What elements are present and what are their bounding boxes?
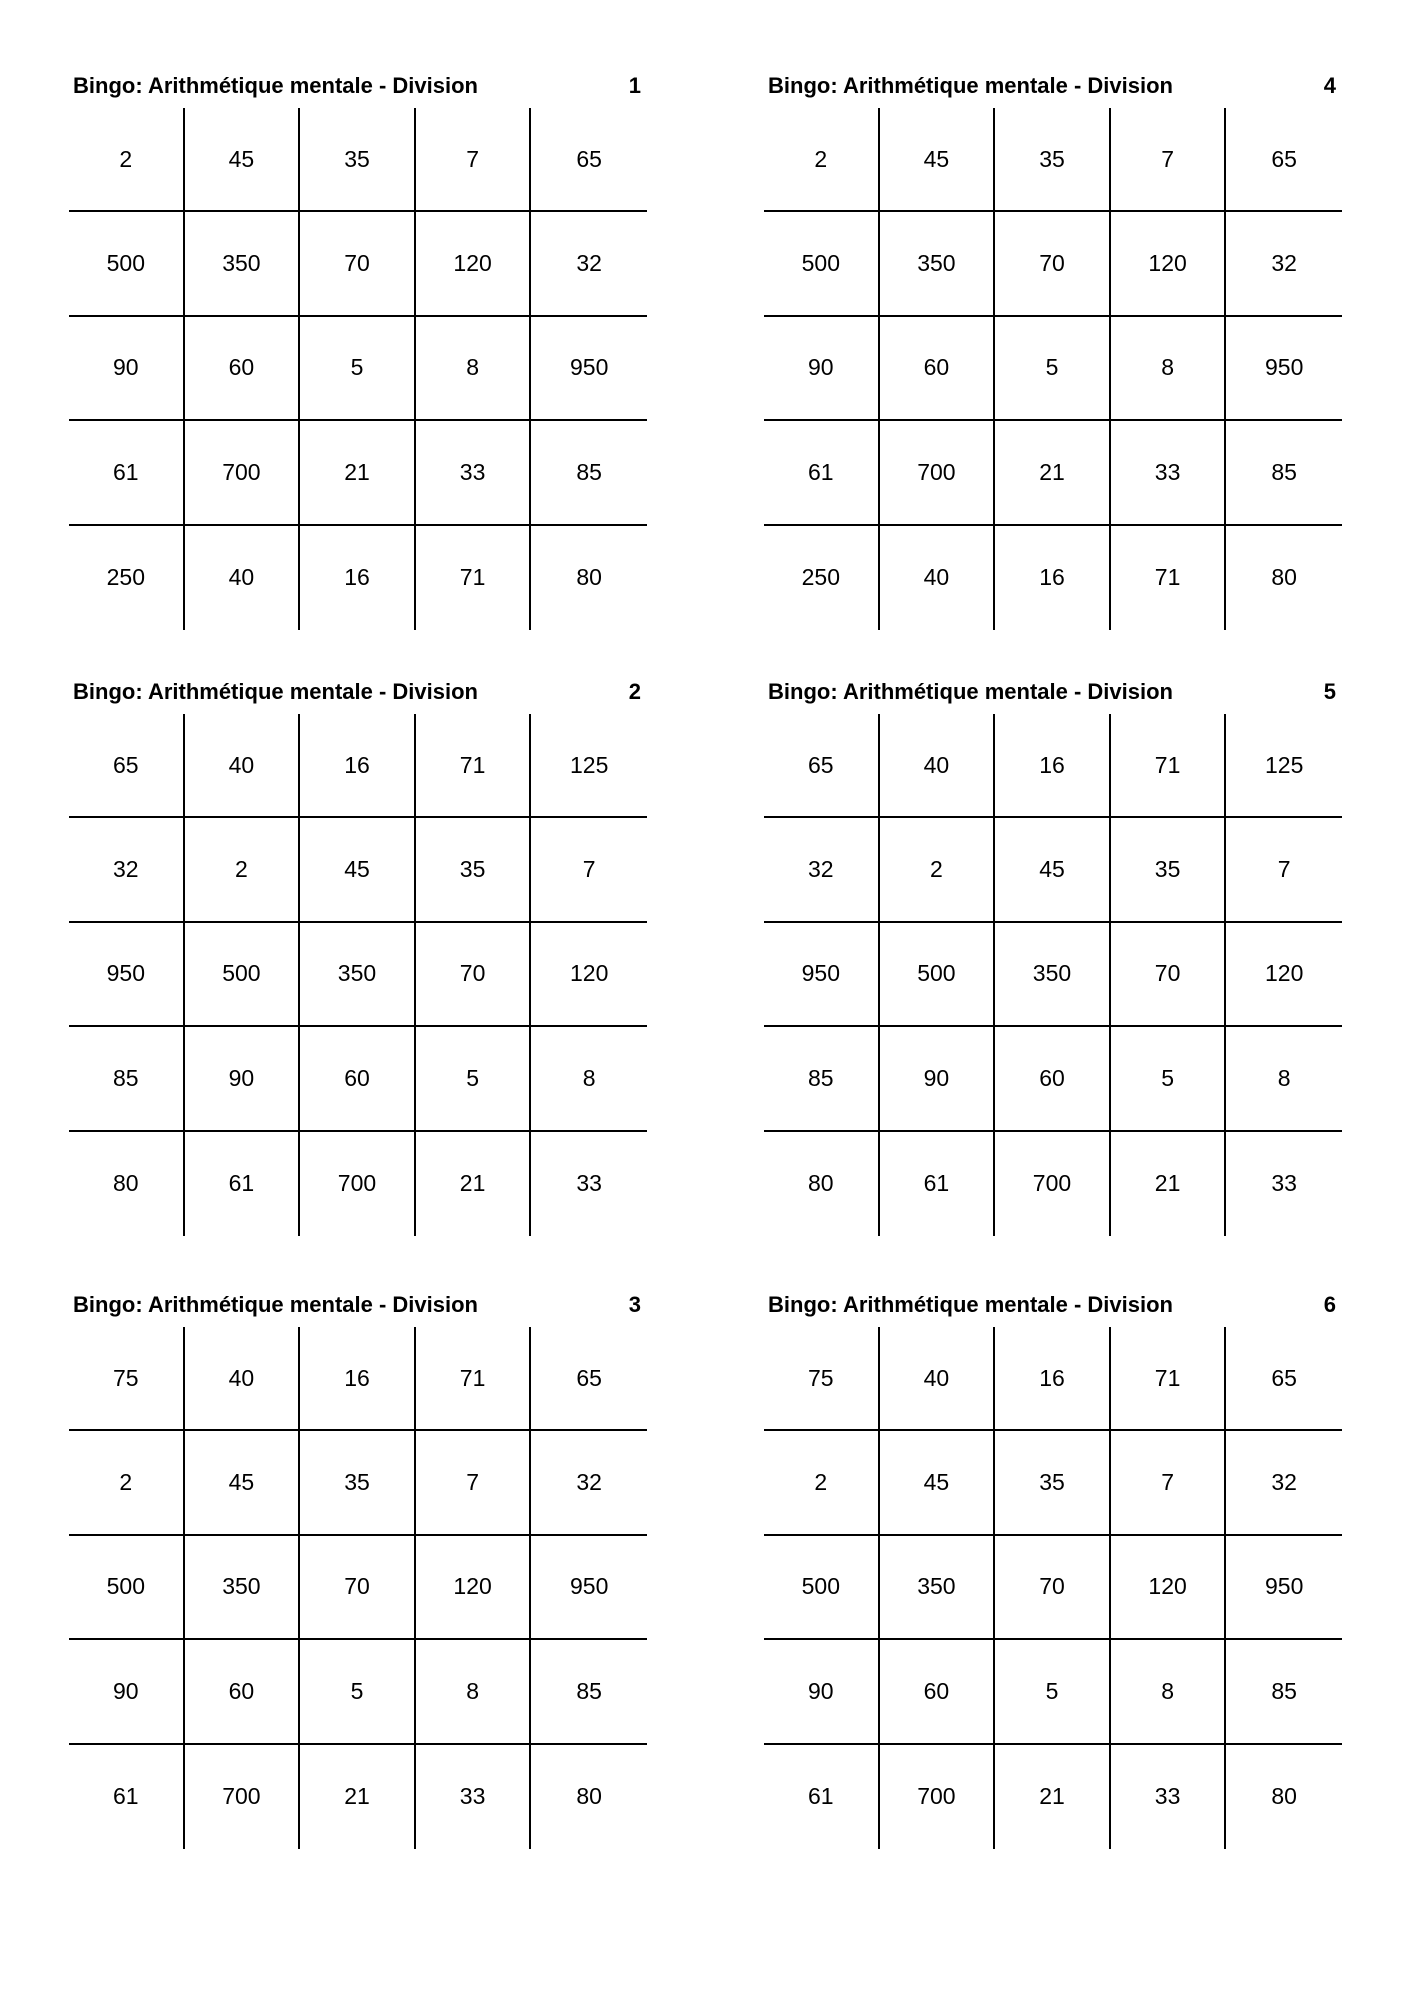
bingo-cell: 500 (185, 923, 301, 1027)
bingo-cell: 65 (531, 1327, 647, 1431)
bingo-cell: 35 (416, 818, 532, 922)
bingo-cell: 8 (1226, 1027, 1342, 1131)
bingo-cell: 60 (185, 1640, 301, 1744)
bingo-cell: 32 (531, 212, 647, 316)
bingo-cell: 71 (416, 526, 532, 630)
bingo-cell: 71 (1111, 1327, 1227, 1431)
bingo-cell: 2 (69, 108, 185, 212)
card-number: 3 (628, 1292, 641, 1317)
bingo-cell: 8 (416, 1640, 532, 1744)
bingo-cell: 90 (764, 317, 880, 421)
card-header (73, 70, 641, 102)
bingo-cell: 250 (764, 526, 880, 630)
bingo-cell: 7 (1111, 1431, 1227, 1535)
bingo-cell: 90 (185, 1027, 301, 1131)
bingo-cell: 61 (185, 1132, 301, 1236)
bingo-cell: 71 (416, 714, 532, 818)
bingo-cell: 700 (880, 1745, 996, 1849)
bingo-cell: 7 (416, 108, 532, 212)
bingo-cell: 500 (764, 212, 880, 316)
bingo-cell: 71 (1111, 714, 1227, 818)
bingo-cell: 40 (185, 714, 301, 818)
bingo-cell: 7 (416, 1431, 532, 1535)
bingo-cell: 125 (531, 714, 647, 818)
bingo-cell: 75 (764, 1327, 880, 1431)
bingo-cell: 35 (1111, 818, 1227, 922)
bingo-cell: 950 (69, 923, 185, 1027)
bingo-cell: 8 (1111, 317, 1227, 421)
bingo-cell: 33 (416, 1745, 532, 1849)
bingo-cell: 16 (300, 526, 416, 630)
bingo-cell: 33 (1111, 1745, 1227, 1849)
bingo-cell: 45 (880, 108, 996, 212)
bingo-cell: 500 (880, 923, 996, 1027)
bingo-cell: 85 (764, 1027, 880, 1131)
bingo-cell: 21 (995, 421, 1111, 525)
bingo-cell: 350 (185, 1536, 301, 1640)
bingo-cell: 5 (1111, 1027, 1227, 1131)
bingo-cell: 65 (764, 714, 880, 818)
bingo-cell: 950 (1226, 317, 1342, 421)
bingo-cell: 700 (880, 421, 996, 525)
bingo-cell: 35 (300, 108, 416, 212)
bingo-cell: 70 (995, 1536, 1111, 1640)
card-header (768, 70, 1336, 102)
card-title: Bingo: Arithmétique mentale - Division (73, 73, 478, 98)
bingo-cell: 21 (300, 421, 416, 525)
bingo-cell: 2 (880, 818, 996, 922)
bingo-cell: 61 (69, 421, 185, 525)
bingo-cell: 700 (185, 421, 301, 525)
bingo-cell: 7 (1111, 108, 1227, 212)
bingo-cell: 8 (531, 1027, 647, 1131)
bingo-card-1 (69, 70, 647, 632)
bingo-cell: 21 (416, 1132, 532, 1236)
bingo-cell: 950 (764, 923, 880, 1027)
bingo-cell: 120 (531, 923, 647, 1027)
bingo-cell: 500 (69, 1536, 185, 1640)
bingo-cell: 2 (764, 1431, 880, 1535)
bingo-cell: 21 (1111, 1132, 1227, 1236)
card-header (73, 1289, 641, 1321)
bingo-cell: 40 (185, 526, 301, 630)
bingo-cell: 90 (69, 1640, 185, 1744)
bingo-cell: 5 (995, 317, 1111, 421)
bingo-cell: 16 (995, 714, 1111, 818)
bingo-cell: 61 (764, 421, 880, 525)
bingo-cell: 120 (416, 212, 532, 316)
bingo-cell: 350 (300, 923, 416, 1027)
bingo-cell: 40 (185, 1327, 301, 1431)
bingo-cell: 33 (1271, 1170, 1297, 1197)
bingo-cell: 16 (300, 1327, 416, 1431)
bingo-grid (69, 714, 647, 1236)
bingo-cell: 33 (576, 1170, 602, 1197)
bingo-cell: 120 (1226, 923, 1342, 1027)
bingo-cell: 45 (880, 1431, 996, 1535)
bingo-cell: 950 (531, 1536, 647, 1640)
bingo-card-4 (764, 70, 1342, 632)
card-number: 1 (628, 73, 641, 98)
bingo-cell: 40 (880, 526, 996, 630)
bingo-cell: 60 (995, 1027, 1111, 1131)
card-title: Bingo: Arithmétique mentale - Division (73, 679, 478, 704)
bingo-cell: 85 (1226, 1640, 1342, 1744)
bingo-cell: 90 (764, 1640, 880, 1744)
bingo-cell: 85 (1226, 421, 1342, 525)
bingo-cell: 21 (300, 1745, 416, 1849)
bingo-cell: 5 (300, 1640, 416, 1744)
bingo-cell: 70 (1111, 923, 1227, 1027)
card-number: 2 (628, 679, 641, 704)
bingo-cell: 40 (880, 714, 996, 818)
card-header (768, 1289, 1336, 1321)
bingo-cell: 70 (416, 923, 532, 1027)
bingo-card-5 (764, 676, 1342, 1238)
bingo-cell: 70 (300, 212, 416, 316)
bingo-cell: 16 (995, 1327, 1111, 1431)
bingo-cell: 80 (576, 1783, 602, 1810)
bingo-cell: 80 (576, 564, 602, 591)
bingo-cell: 700 (300, 1132, 416, 1236)
bingo-cell: 35 (995, 1431, 1111, 1535)
bingo-cell: 65 (1226, 1327, 1342, 1431)
bingo-cell: 45 (995, 818, 1111, 922)
card-header (73, 676, 641, 708)
bingo-cell: 21 (995, 1745, 1111, 1849)
bingo-cell: 120 (1111, 212, 1227, 316)
bingo-cell: 8 (416, 317, 532, 421)
bingo-grid (69, 1327, 647, 1849)
bingo-cell: 90 (880, 1027, 996, 1131)
bingo-cell: 60 (185, 317, 301, 421)
bingo-cell: 5 (416, 1027, 532, 1131)
bingo-cell: 500 (764, 1536, 880, 1640)
bingo-cell: 70 (995, 212, 1111, 316)
bingo-cell: 250 (69, 526, 185, 630)
bingo-cell: 950 (531, 317, 647, 421)
bingo-cell: 45 (300, 818, 416, 922)
bingo-cell: 33 (416, 421, 532, 525)
bingo-cell: 120 (416, 1536, 532, 1640)
bingo-cell: 32 (764, 818, 880, 922)
bingo-cell: 7 (531, 818, 647, 922)
bingo-cell: 61 (69, 1745, 185, 1849)
bingo-cell: 71 (1111, 526, 1227, 630)
bingo-cell: 90 (69, 317, 185, 421)
bingo-cell: 2 (764, 108, 880, 212)
bingo-grid (764, 108, 1342, 630)
bingo-cell: 16 (995, 526, 1111, 630)
bingo-cell: 7 (1226, 818, 1342, 922)
bingo-card-3 (69, 1289, 647, 1851)
card-number: 6 (1323, 1292, 1336, 1317)
bingo-cell: 125 (1226, 714, 1342, 818)
bingo-cell: 80 (1271, 564, 1297, 591)
bingo-cell: 60 (880, 317, 996, 421)
bingo-cell: 35 (995, 108, 1111, 212)
bingo-cell: 70 (300, 1536, 416, 1640)
bingo-cell: 65 (531, 108, 647, 212)
bingo-cell: 350 (185, 212, 301, 316)
bingo-cell: 2 (69, 1431, 185, 1535)
bingo-cell: 950 (1226, 1536, 1342, 1640)
bingo-cell: 700 (185, 1745, 301, 1849)
bingo-grid (764, 714, 1342, 1236)
bingo-cell: 5 (300, 317, 416, 421)
bingo-cell: 40 (880, 1327, 996, 1431)
bingo-cell: 80 (69, 1132, 185, 1236)
bingo-cell: 2 (185, 818, 301, 922)
bingo-cell: 45 (185, 108, 301, 212)
bingo-cell: 80 (1271, 1783, 1297, 1810)
bingo-cell: 35 (300, 1431, 416, 1535)
bingo-cell: 45 (185, 1431, 301, 1535)
bingo-cell: 500 (69, 212, 185, 316)
bingo-cell: 60 (880, 1640, 996, 1744)
bingo-cell: 32 (1226, 1431, 1342, 1535)
bingo-cell: 61 (880, 1132, 996, 1236)
bingo-cell: 85 (531, 1640, 647, 1744)
card-header (768, 676, 1336, 708)
bingo-cell: 32 (69, 818, 185, 922)
bingo-cell: 65 (69, 714, 185, 818)
bingo-cell: 71 (416, 1327, 532, 1431)
bingo-card-6 (764, 1289, 1342, 1851)
card-title: Bingo: Arithmétique mentale - Division (768, 1292, 1173, 1317)
bingo-cell: 5 (995, 1640, 1111, 1744)
card-number: 5 (1323, 679, 1336, 704)
bingo-grid (69, 108, 647, 630)
bingo-cell: 32 (531, 1431, 647, 1535)
bingo-cell: 350 (995, 923, 1111, 1027)
card-title: Bingo: Arithmétique mentale - Division (768, 679, 1173, 704)
bingo-cell: 350 (880, 1536, 996, 1640)
card-number: 4 (1323, 73, 1336, 98)
bingo-cell: 32 (1226, 212, 1342, 316)
bingo-cell: 350 (880, 212, 996, 316)
card-title: Bingo: Arithmétique mentale - Division (73, 1292, 478, 1317)
bingo-cell: 61 (764, 1745, 880, 1849)
bingo-cell: 33 (1111, 421, 1227, 525)
card-title: Bingo: Arithmétique mentale - Division (768, 73, 1173, 98)
bingo-cell: 8 (1111, 1640, 1227, 1744)
bingo-cell: 60 (300, 1027, 416, 1131)
bingo-grid (764, 1327, 1342, 1849)
bingo-cell: 80 (764, 1132, 880, 1236)
bingo-cell: 120 (1111, 1536, 1227, 1640)
bingo-cell: 65 (1226, 108, 1342, 212)
bingo-card-2 (69, 676, 647, 1238)
bingo-cell: 75 (69, 1327, 185, 1431)
bingo-cell: 16 (300, 714, 416, 818)
bingo-cell: 85 (531, 421, 647, 525)
bingo-cell: 85 (69, 1027, 185, 1131)
bingo-cell: 700 (995, 1132, 1111, 1236)
